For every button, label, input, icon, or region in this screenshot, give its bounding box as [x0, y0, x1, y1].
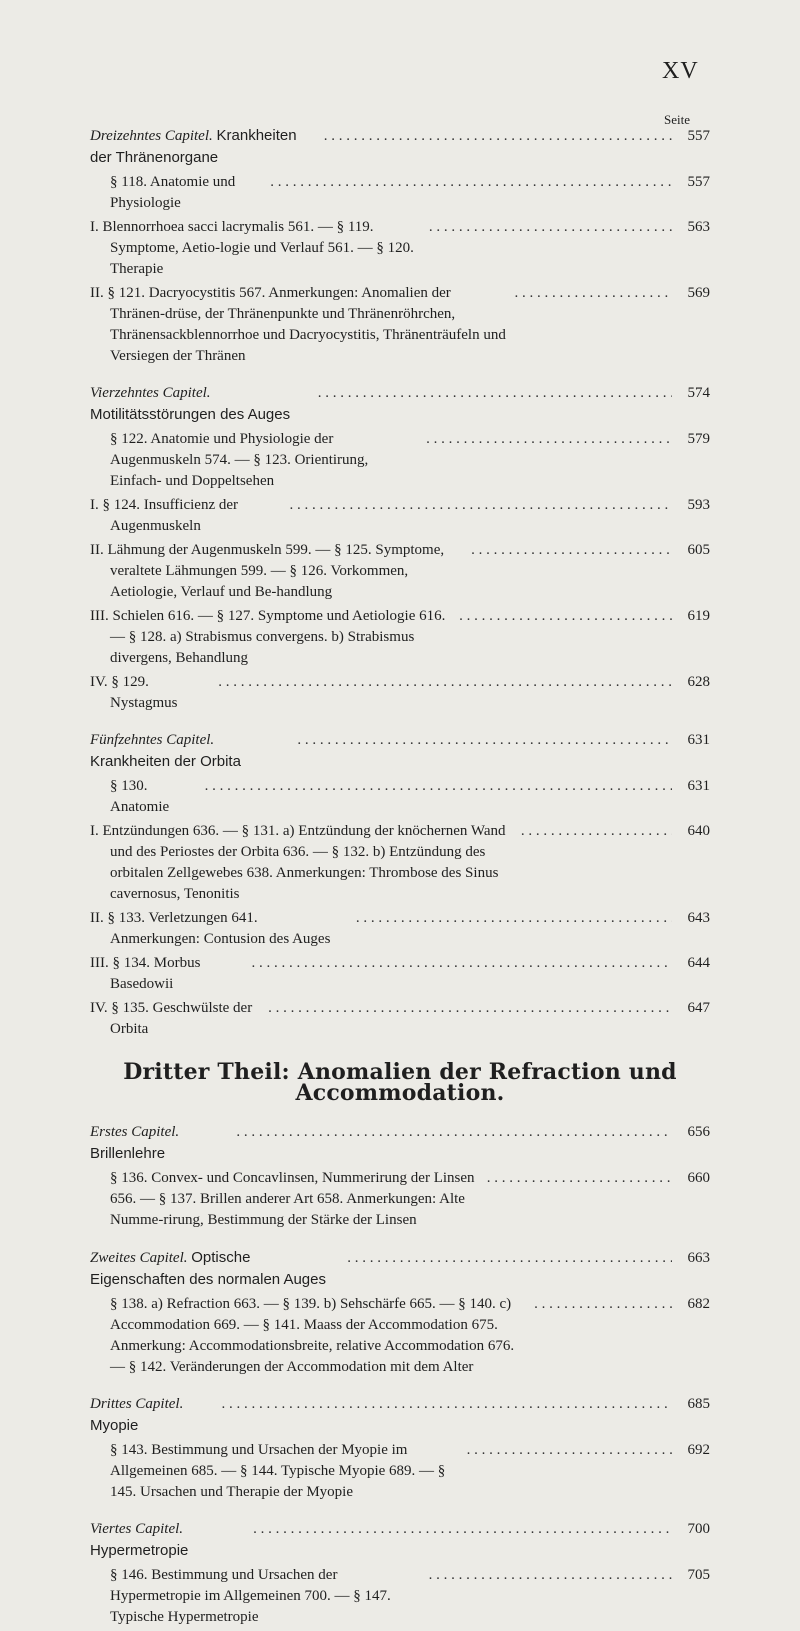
toc-entry	[90, 1440, 710, 1503]
toc-entry	[90, 283, 710, 367]
page-number: 631	[687, 732, 710, 748]
leader-dots	[426, 217, 672, 238]
chapter-title: Krankheiten der Orbita	[90, 753, 241, 770]
page-number: 644	[687, 955, 710, 971]
toc-entry	[90, 606, 710, 669]
entry-text: § 130. Anatomie	[110, 778, 170, 815]
toc-chapter-entry	[90, 1247, 710, 1291]
toc-entry	[90, 672, 710, 714]
entry-text: I. Entzündungen 636. — § 131. a) Entzündung der knöchernen Wand und des Periostes der Orbita 636. — § 132. b) Entzündung des orbitalen Zellgewebes 638. Anmerkungen: Thrombose des Sinus cavernosus, Tenonitis	[90, 823, 506, 902]
toc-chapter-entry	[90, 730, 710, 773]
toc-entry	[90, 1565, 710, 1628]
entry-text: IV. § 129. Nystagmus	[90, 674, 178, 711]
toc-entry	[90, 998, 710, 1040]
leader-dots	[429, 1565, 672, 1586]
leader-dots	[487, 1168, 672, 1189]
leader-dots	[534, 1294, 672, 1315]
leader-dots	[270, 172, 672, 193]
leader-dots	[467, 1440, 672, 1461]
page-number: 605	[687, 542, 710, 558]
toc-entry	[90, 953, 710, 995]
entry-text: II. § 133. Verletzungen 641. Anmerkungen: Contusion des Auges	[90, 910, 331, 947]
page-number: 557	[687, 174, 710, 190]
entry-text: IV. § 135. Geschwülste der Orbita	[90, 1000, 253, 1037]
toc-entry	[90, 540, 710, 603]
chapter-title: Myopie	[90, 1417, 139, 1434]
page-number: 660	[687, 1170, 710, 1186]
leader-dots	[469, 540, 672, 561]
leader-dots	[324, 126, 672, 147]
entry-text: I. Blennorrhoea sacci lacrymalis 561. — § 119. Symptome, Aetio-logie und Verlauf 561. — § 120. Therapie	[90, 219, 414, 277]
page-number: 700	[687, 1521, 710, 1537]
leader-dots	[287, 495, 672, 516]
page-column-label: Seite	[664, 112, 690, 127]
toc-entry	[90, 217, 710, 280]
chapter-label: Drittes Capitel.	[90, 1396, 184, 1412]
page-number: 682	[687, 1296, 710, 1312]
table-of-contents	[90, 125, 710, 1631]
page-number: 647	[687, 1000, 710, 1016]
leader-dots	[347, 1248, 672, 1269]
leader-dots	[426, 429, 672, 450]
toc-chapter-entry	[90, 1519, 710, 1562]
chapter-label: Viertes Capitel.	[90, 1521, 184, 1537]
page-number: 619	[687, 608, 710, 624]
page-number: 557	[687, 128, 710, 144]
page-number: 563	[687, 219, 710, 235]
page-number: 593	[687, 497, 710, 513]
entry-text: § 122. Anatomie und Physiologie der Augenmuskeln 574. — § 123. Orientirung, Einfach- und Doppeltsehen	[110, 431, 369, 489]
chapter-label: Fünfzehntes Capitel.	[90, 732, 215, 748]
entry-text: § 136. Convex- und Concavlinsen, Nummerirung der Linsen 656. — § 137. Brillen anderer Art 658. Anmerkungen: Alte Numme-rirung, Bestimmung der Stärke der Linsen	[110, 1170, 475, 1228]
chapter-title: Krankheiten der Thränenorgane	[90, 127, 297, 166]
entry-text: I. § 124. Insufficienz der Augenmuskeln	[90, 497, 239, 534]
leader-dots	[253, 1519, 672, 1540]
leader-dots	[518, 821, 672, 842]
part-heading: Dritter Theil: Anomalien der Refraction und Accommodation.	[123, 1059, 677, 1106]
toc-entry	[90, 172, 710, 214]
toc-entry	[90, 776, 710, 818]
page-number: 579	[687, 431, 710, 447]
leader-dots	[266, 998, 672, 1019]
page-number: 631	[687, 778, 710, 794]
toc-chapter-entry	[90, 383, 710, 426]
toc-entry	[90, 908, 710, 950]
page-number: 656	[687, 1124, 710, 1140]
toc-entry	[90, 495, 710, 537]
toc-entry	[90, 429, 710, 492]
page-number: 663	[687, 1250, 710, 1266]
chapter-title: Motilitätsstörungen des Auges	[90, 406, 291, 423]
page-number: 628	[687, 674, 710, 690]
entry-text: § 146. Bestimmung und Ursachen der Hypermetropie im Allgemeinen 700. — § 147. Typische Hypermetropie	[110, 1567, 391, 1625]
page-number: 643	[687, 910, 710, 926]
entry-text: III. § 134. Morbus Basedowii	[90, 955, 201, 992]
page-number: 685	[687, 1396, 710, 1412]
leader-dots	[318, 383, 672, 404]
leader-dots	[236, 1122, 672, 1143]
entry-text: § 118. Anatomie und Physiologie	[110, 174, 236, 211]
page-number: 705	[687, 1567, 710, 1583]
entry-text: III. Schielen 616. — § 127. Symptome und Aetiologie 616. — § 128. a) Strabismus convergens. b) Strabismus divergens, Behandlung	[90, 608, 446, 666]
leader-dots	[205, 776, 672, 797]
chapter-label: Dreizehntes Capitel.	[90, 128, 213, 144]
leader-dots	[512, 283, 672, 304]
leader-dots	[353, 908, 672, 929]
chapter-label: Zweites Capitel.	[90, 1250, 188, 1266]
page-folio: XV	[662, 58, 699, 84]
chapter-label: Erstes Capitel.	[90, 1124, 180, 1140]
toc-chapter-entry	[90, 1394, 710, 1437]
chapter-title: Optische Eigenschaften des normalen Auges	[90, 1249, 326, 1288]
page-number: 574	[687, 385, 710, 401]
page-number: 640	[687, 823, 710, 839]
entry-text: § 143. Bestimmung und Ursachen der Myopie im Allgemeinen 685. — § 144. Typische Myopie 689. — § 145. Ursachen und Therapie der Myopie	[110, 1442, 446, 1500]
chapter-title: Brillenlehre	[90, 1145, 166, 1162]
entry-text: II. Lähmung der Augenmuskeln 599. — § 125. Symptome, veraltete Lähmungen 599. — § 126. Vorkommen, Aetiologie, Verlauf und Be-handlung	[90, 542, 445, 600]
toc-chapter-entry	[90, 125, 710, 169]
chapter-label: Vierzehntes Capitel.	[90, 385, 211, 401]
chapter-title: Hypermetropie	[90, 1542, 189, 1559]
page-number: 569	[687, 285, 710, 301]
leader-dots	[216, 672, 672, 693]
toc-entry	[90, 1294, 710, 1378]
entry-text: II. § 121. Dacryocystitis 567. Anmerkungen: Anomalien der Thränen-drüse, der Thränenpunkte und Thränenröhrchen, Thränensackblennorrhoe und Dacryocystitis, Thränenträufeln und Versiegen der Thränen	[90, 285, 506, 364]
leader-dots	[222, 1394, 672, 1415]
leader-dots	[249, 953, 672, 974]
leader-dots	[457, 606, 672, 627]
entry-text: § 138. a) Refraction 663. — § 139. b) Sehschärfe 665. — § 140. c) Accommodation 669. — § 141. Maass der Accommodation 675. Anmerkung: Accommodationsbreite, relative Accommodation 676. — § 142. Veränderungen der Accommodation mit dem Alter	[110, 1296, 515, 1375]
toc-chapter-entry	[90, 1122, 710, 1165]
toc-entry	[90, 821, 710, 905]
toc-entry	[90, 1168, 710, 1231]
page-number: 692	[687, 1442, 710, 1458]
leader-dots	[297, 730, 672, 751]
